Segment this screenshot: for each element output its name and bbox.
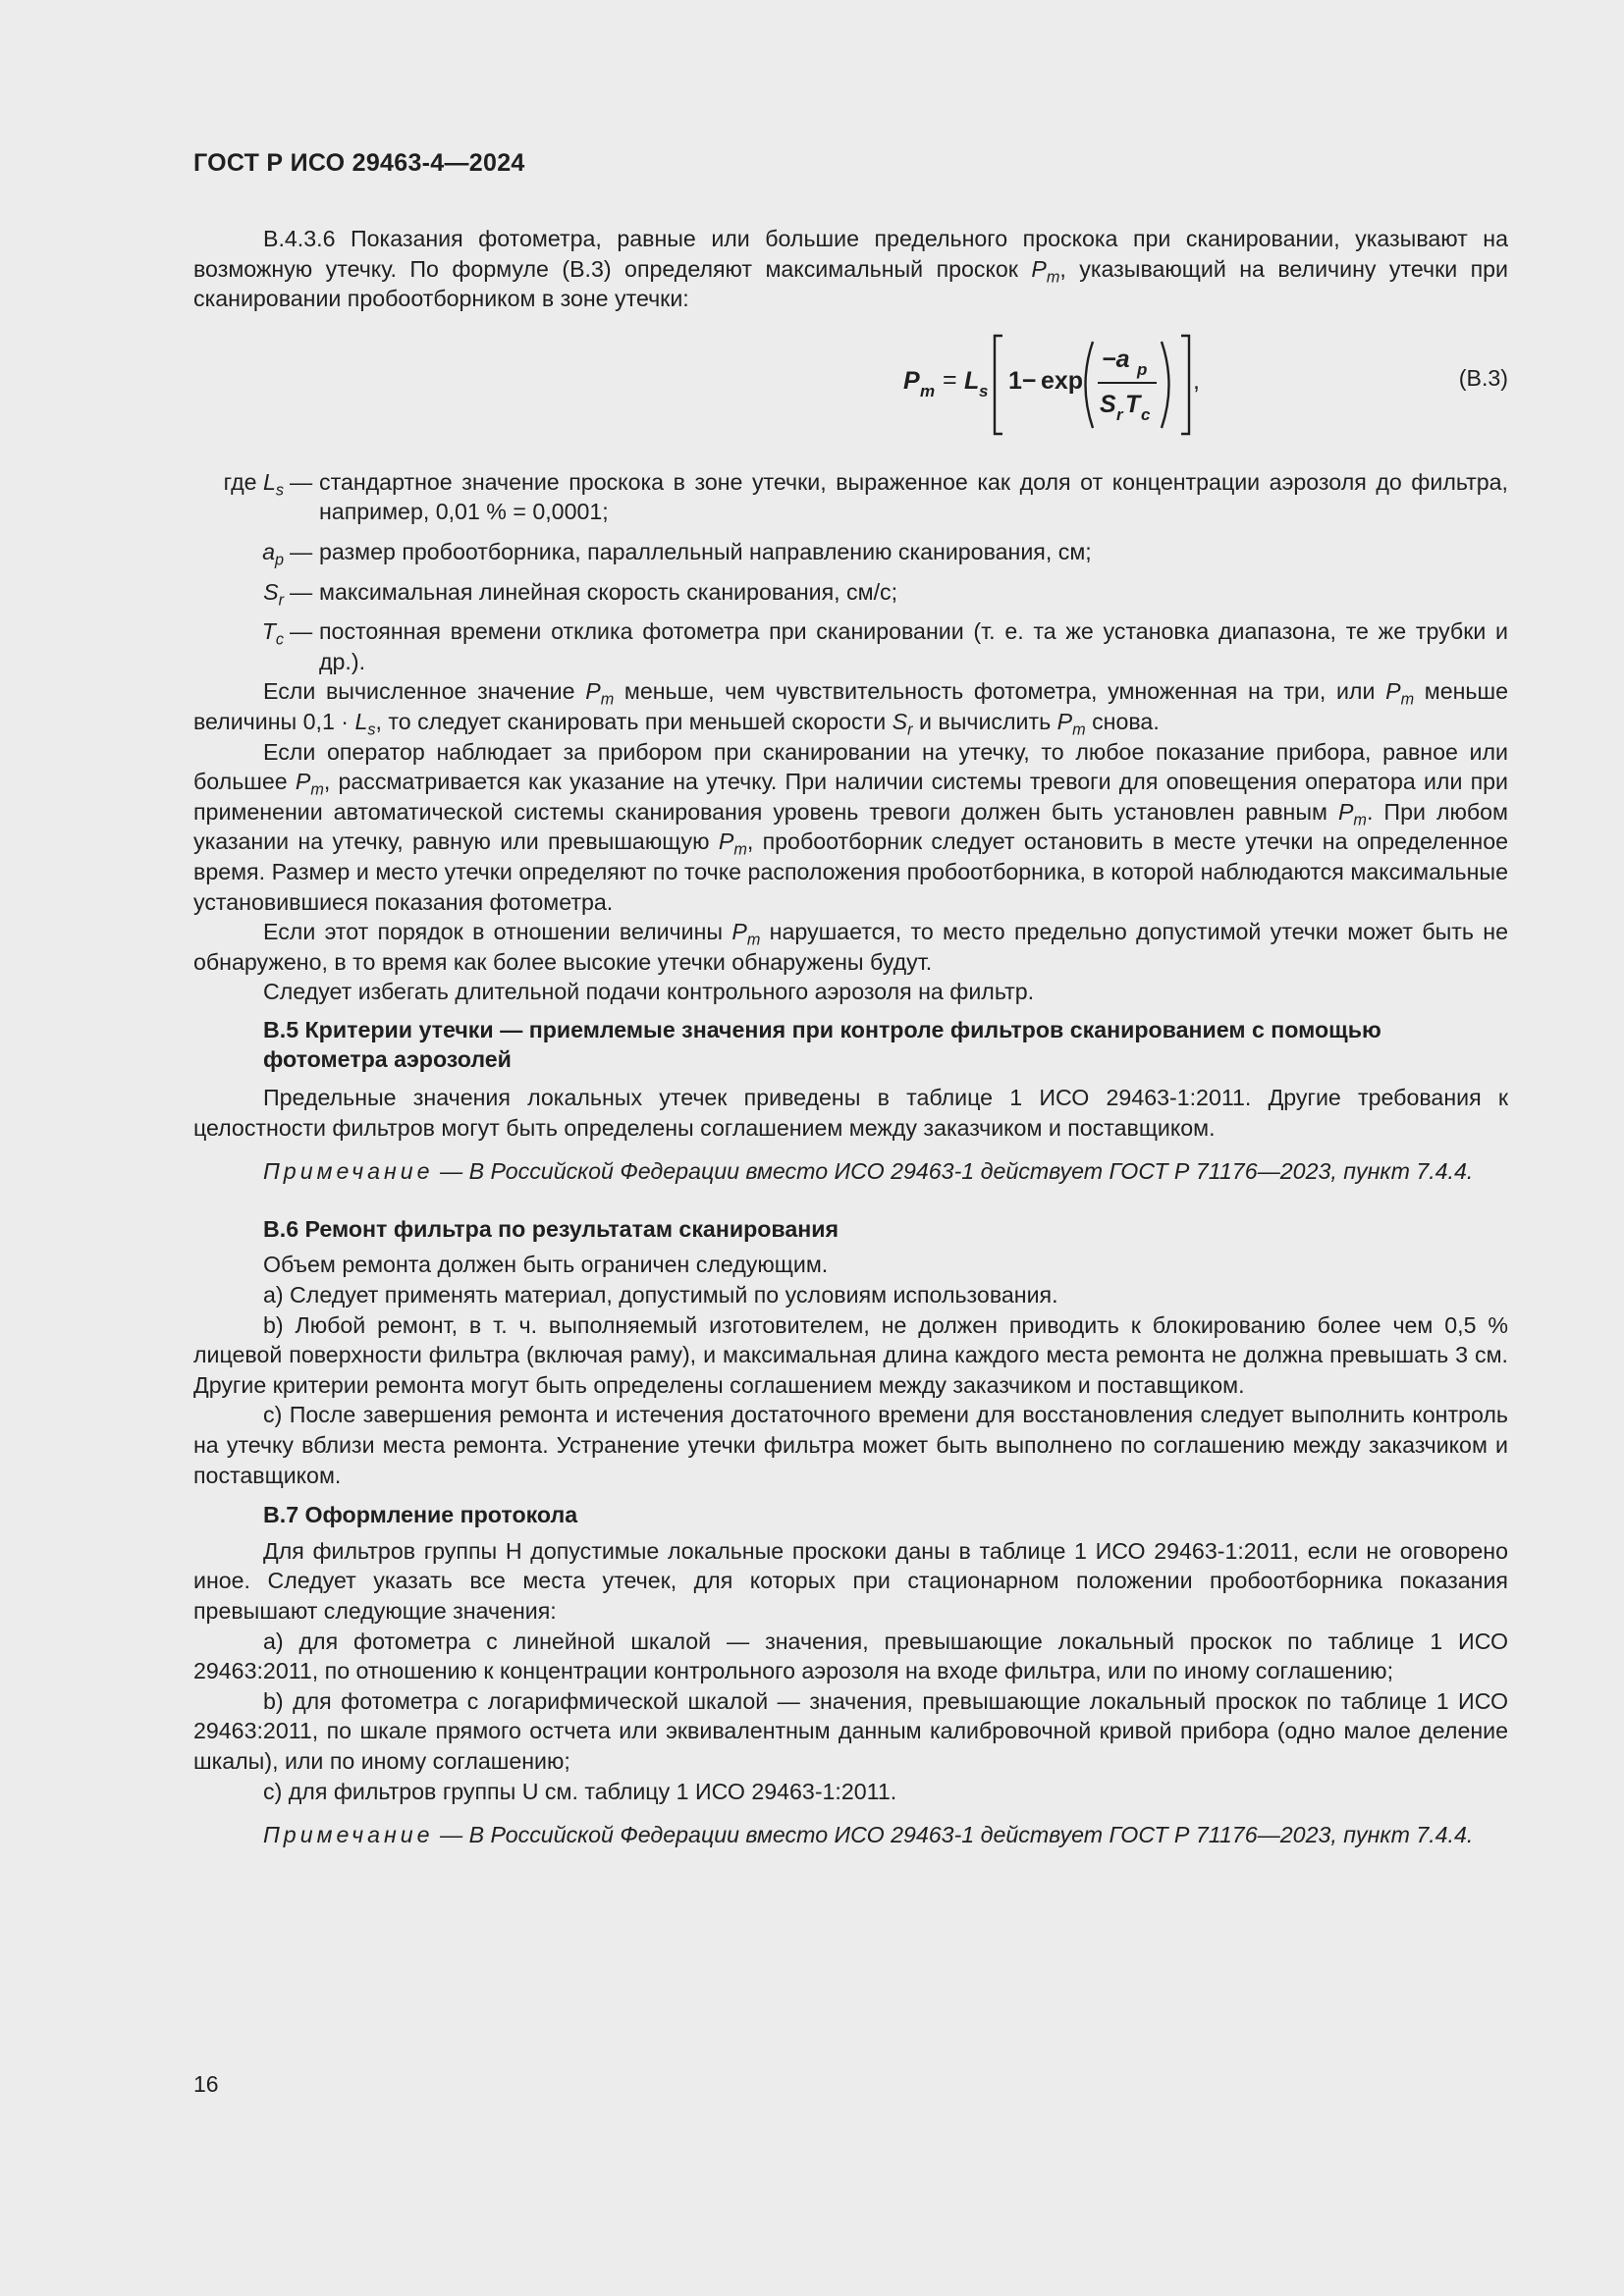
text: Если вычисленное значение	[263, 678, 586, 705]
var: L	[262, 468, 276, 495]
text: , рассматривается как указание на утечку. При наличии системы тревоги для оповещения оператора или при применении автоматической системы сканирования уровень тревоги должен быть установлен равным	[193, 769, 1508, 825]
definition-symbol	[193, 467, 290, 527]
var: S	[892, 708, 908, 734]
paragraph-order	[193, 917, 1508, 977]
text: . При любом указании на утечку, равную или превышающую	[193, 798, 1508, 855]
text: , то следует сканировать при меньшей скорости	[375, 708, 893, 734]
paragraph-calc	[193, 676, 1508, 739]
formula-right-paren	[1162, 342, 1169, 428]
var: P	[1056, 708, 1073, 734]
note-text: — В Российской Федерации вместо ИСО 29463-1 действует ГОСТ Р 71176—2023, пункт 7.4.4.	[433, 1158, 1474, 1185]
definitions-list	[193, 467, 1508, 677]
definition-dash: —	[290, 468, 313, 495]
formula-left-bracket	[995, 336, 1002, 434]
definition-text: стандартное значение проскока в зоне утечки, выраженное как доля от концентрации аэрозоля до фильтра, например, 0,01 % = 0,0001;	[319, 468, 1508, 525]
definition-symbol	[193, 577, 290, 608]
var: P	[718, 828, 734, 855]
definition-text: постоянная времени отклика фотометра при сканировании (т. е. та же установка диапазона, те же трубки и др.).	[319, 618, 1508, 674]
section-b7-intro: Для фильтров группы Н допустимые локальные проскоки даны в таблице 1 ИСО 29463-1:2011, если не оговорено иное. Следует указать все места утечек, для которых при стационарном положении пробоотборника показания превышают следующие значения:	[193, 1537, 1508, 1624]
formula-lhs-sub: m	[920, 381, 936, 400]
note-text: — В Российской Федерации вместо ИСО 29463-1 действует ГОСТ Р 71176—2023, пункт 7.4.4.	[433, 1822, 1474, 1848]
formula-left-paren	[1086, 342, 1094, 428]
section-b7-item-c: c) для фильтров группы U см. таблицу 1 ИСО 29463-1:2011.	[263, 1778, 897, 1804]
definition-tc	[193, 616, 1508, 676]
var-sub: m	[600, 691, 615, 710]
formula-lhs: P	[903, 366, 920, 395]
section-b5-heading: В.5 Критерии утечки — приемлемые значения при контроле фильтров сканированием с помощью фотометра аэрозолей	[263, 1016, 1381, 1073]
section-b6-item-a: a) Следует применять материал, допустимый по условиям использования.	[263, 1282, 1058, 1308]
section-b6-intro: Объем ремонта должен быть ограничен следующим.	[263, 1252, 829, 1278]
var-sub: r	[907, 721, 913, 739]
var: P	[1337, 798, 1354, 825]
definition-symbol	[193, 537, 290, 567]
section-b5-note	[193, 1156, 1508, 1187]
var-sub: m	[1046, 268, 1060, 287]
var: S	[263, 578, 279, 605]
text: и вычислить	[912, 708, 1057, 734]
note-label: Примечание	[263, 1158, 434, 1185]
text: , пробоотборник следует остановить в месте утечки на определенное время. Размер и место утечки определяют по точке расположения пробоотборника, в которой наблюдаются максимальные установившиеся показания фотометра.	[193, 828, 1508, 915]
var: P	[295, 769, 311, 795]
formula-den-t: T	[1125, 390, 1141, 418]
text: , указывающий на величину утечки при сканировании пробоотборником в зоне утечки:	[193, 255, 1509, 312]
var-sub: p	[274, 551, 284, 569]
text: Если этот порядок в отношении величины	[263, 919, 732, 945]
text: меньше, чем чувствительность фотометра, умноженная на три, или	[614, 678, 1386, 705]
definition-dash: —	[290, 538, 313, 564]
paragraph-b436	[193, 224, 1508, 314]
paragraph-avoid: Следует избегать длительной подачи контрольного аэрозоля на фильтр.	[263, 979, 1035, 1005]
definition-symbol	[193, 616, 290, 676]
definition-ap	[193, 537, 1508, 567]
formula-den-s-sub: r	[1116, 404, 1123, 424]
var-sub: r	[278, 591, 284, 610]
document-header: ГОСТ Р ИСО 29463-4—2024	[193, 149, 525, 177]
definition-text: размер пробоотборника, параллельный направлению сканирования, см;	[319, 538, 1092, 564]
section-b7-note	[193, 1820, 1508, 1850]
var: P	[731, 919, 747, 945]
definition-sr	[193, 577, 1508, 608]
var: P	[585, 678, 601, 705]
formula-exp: exp	[1041, 366, 1084, 395]
definition-prefix: где	[223, 468, 263, 495]
formula-den-s: S	[1100, 390, 1116, 418]
var-sub: m	[733, 840, 747, 859]
var: P	[1385, 678, 1401, 705]
text: снова.	[1085, 708, 1160, 734]
var: L	[354, 708, 368, 734]
formula-b3	[193, 320, 1508, 442]
text: нарушается, то место предельно допустимой утечки может быть не обнаружено, в то время как более высокие утечки обнаружены будут.	[193, 919, 1508, 975]
var: P	[1031, 255, 1047, 282]
section-b5-text: Предельные значения локальных утечек приведены в таблице 1 ИСО 29463-1:2011. Другие требования к целостности фильтров могут быть определены соглашением между заказчиком и поставщиком.	[193, 1085, 1508, 1141]
document-body	[193, 0, 1508, 1850]
var-sub: c	[275, 630, 284, 649]
section-b7-item-a: a) для фотометра с линейной шкалой — значения, превышающие локальный проскок по таблице 1 ИСО 29463:2011, по отношению к концентрации контрольного аэрозоля на входе фильтра, или по иному соглашению;	[193, 1628, 1508, 1684]
formula-eq: =	[943, 365, 957, 394]
definition-dash: —	[290, 618, 313, 645]
var-sub: m	[1072, 721, 1086, 739]
formula-comma: ,	[1193, 366, 1200, 395]
var-sub: m	[1400, 691, 1415, 710]
formula-den-t-sub: c	[1141, 404, 1151, 424]
paragraph-operator	[193, 737, 1508, 918]
text: В.4.3.6 Показания фотометра, равные или большие предельного проскока при сканировании, указывают на возможную утечку. По формуле (В.3) определяют максимальный проскок	[193, 226, 1508, 282]
note-label: Примечание	[263, 1822, 434, 1848]
section-b7-heading: В.7 Оформление протокола	[263, 1502, 578, 1528]
section-b6-heading: В.6 Ремонт фильтра по результатам сканирования	[263, 1215, 839, 1242]
text: меньше величины 0,1 ·	[193, 678, 1508, 734]
var-sub: m	[746, 931, 761, 949]
var-sub: m	[1353, 811, 1367, 829]
formula-numerator-sub: p	[1137, 359, 1148, 379]
formula-number: (В.3)	[1458, 364, 1508, 391]
var-sub: s	[367, 721, 376, 739]
formula-graphic	[704, 320, 1215, 442]
page-number: 16	[193, 2071, 219, 2097]
formula-right-bracket	[1181, 336, 1189, 434]
formula-numerator: −a	[1102, 345, 1130, 373]
definition-ls	[193, 467, 1508, 527]
definition-dash: —	[290, 578, 313, 605]
definition-text: максимальная линейная скорость сканирования, см/с;	[319, 578, 898, 605]
formula-one-minus: 1−	[1008, 366, 1037, 395]
var-sub: m	[310, 780, 324, 799]
section-b6-item-c: c) После завершения ремонта и истечения достаточного времени для восстановления следует выполнить контроль на утечку вблизи места ремонта. Устранение утечки фильтра может быть выполнено по соглашению между заказчиком и поставщиком.	[193, 1402, 1508, 1488]
text: Если оператор наблюдает за прибором при сканировании на утечку, то любое показание прибора, равное или большее	[193, 738, 1508, 795]
formula-ls-sub: s	[979, 381, 989, 400]
var-sub: s	[275, 481, 284, 500]
var: T	[261, 618, 276, 645]
var: a	[262, 538, 275, 564]
section-b7-item-b: b) для фотометра с логарифмической шкалой — значения, превышающие локальный проскок по таблице 1 ИСО 29463:2011, по шкале прямого остчета или эквивалентным данным калибровочной кривой прибора (одно малое деление шкалы), или по иному соглашению;	[193, 1687, 1508, 1774]
section-b6-item-b: b) Любой ремонт, в т. ч. выполняемый изготовителем, не должен приводить к блокированию более чем 0,5 % лицевой поверхности фильтра (включая раму), и максимальная длина каждого места ремонта не должна превышать 3 см. Другие критерии ремонта могут быть определены соглашением между заказчиком и поставщиком.	[193, 1311, 1508, 1398]
formula-ls: L	[964, 366, 980, 395]
